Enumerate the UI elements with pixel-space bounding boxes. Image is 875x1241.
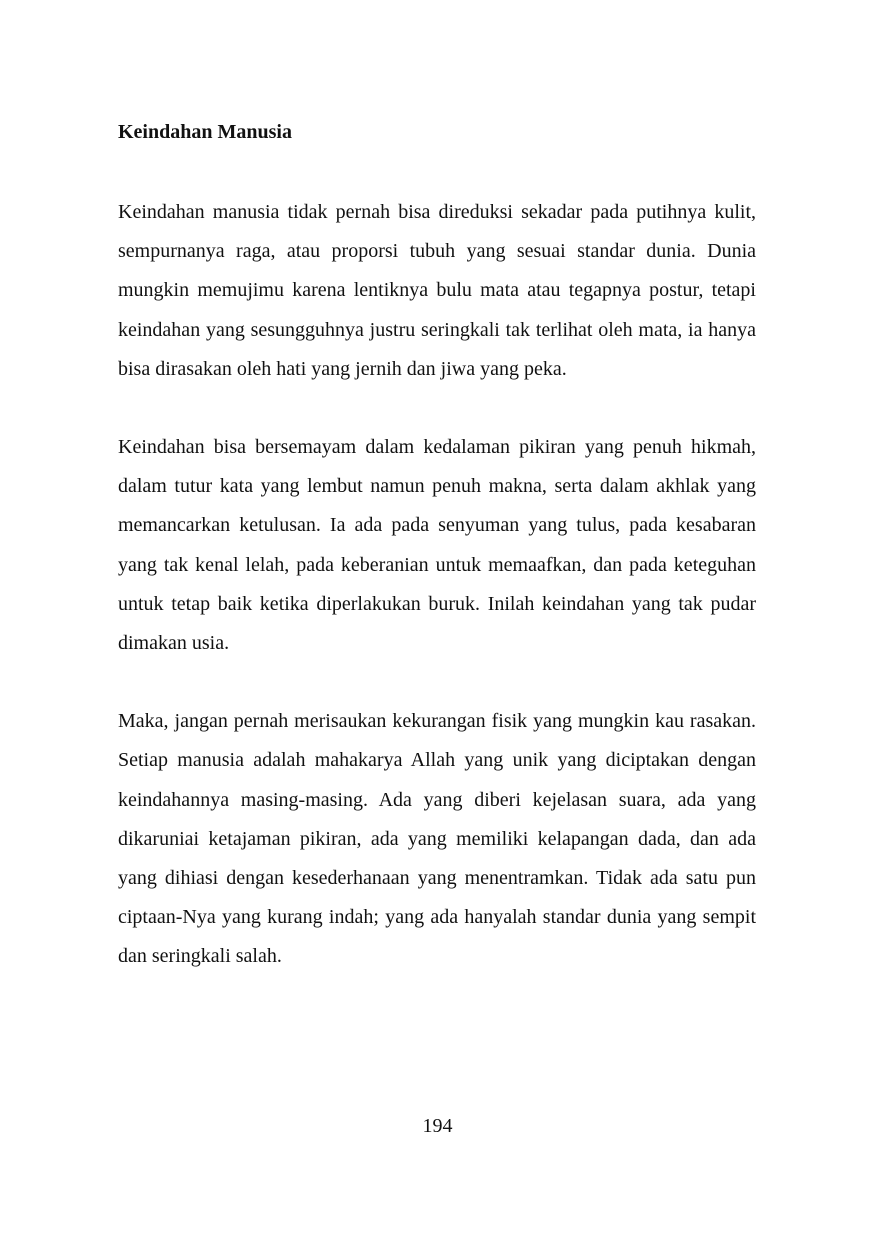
paragraph-3: Maka, jangan pernah merisaukan kekurangan fisik yang mungkin kau rasakan. Setiap manusia adalah mahakarya Allah yang unik yang diciptakan dengan keindahannya masing-masing. Ada yang diberi kejelasan suara, ada yang dikaruniai ketajaman pikiran, ada yang memiliki kelapangan dada, dan ada yang dihiasi dengan kesederhanaan yang menentramkan. Tidak ada satu pun ciptaan-Nya yang kurang indah; yang ada hanyalah standar dunia yang sempit dan seringkali salah. [118, 710, 756, 968]
page-number: 194 [422, 1115, 453, 1137]
page-content [118, 115, 756, 1016]
section-heading: Keindahan Manusia [118, 121, 292, 143]
paragraph-1: Keindahan manusia tidak pernah bisa direduksi sekadar pada putihnya kulit, sempurnanya raga, atau proporsi tubuh yang sesuai standar dunia. Dunia mungkin memujimu karena lentiknya bulu mata atau tegapnya postur, tetapi keindahan yang sesungguhnya justru seringkali tak terlihat oleh mata, ia hanya bisa dirasakan oleh hati yang jernih dan jiwa yang peka. [118, 201, 756, 380]
paragraph-2: Keindahan bisa bersemayam dalam kedalaman pikiran yang penuh hikmah, dalam tutur kata yang lembut namun penuh makna, serta dalam akhlak yang memancarkan ketulusan. Ia ada pada senyuman yang tulus, pada kesabaran yang tak kenal lelah, pada keberanian untuk memaafkan, dan pada keteguhan untuk tetap baik ketika diperlakukan buruk. Inilah keindahan yang tak pudar dimakan usia. [118, 436, 756, 655]
